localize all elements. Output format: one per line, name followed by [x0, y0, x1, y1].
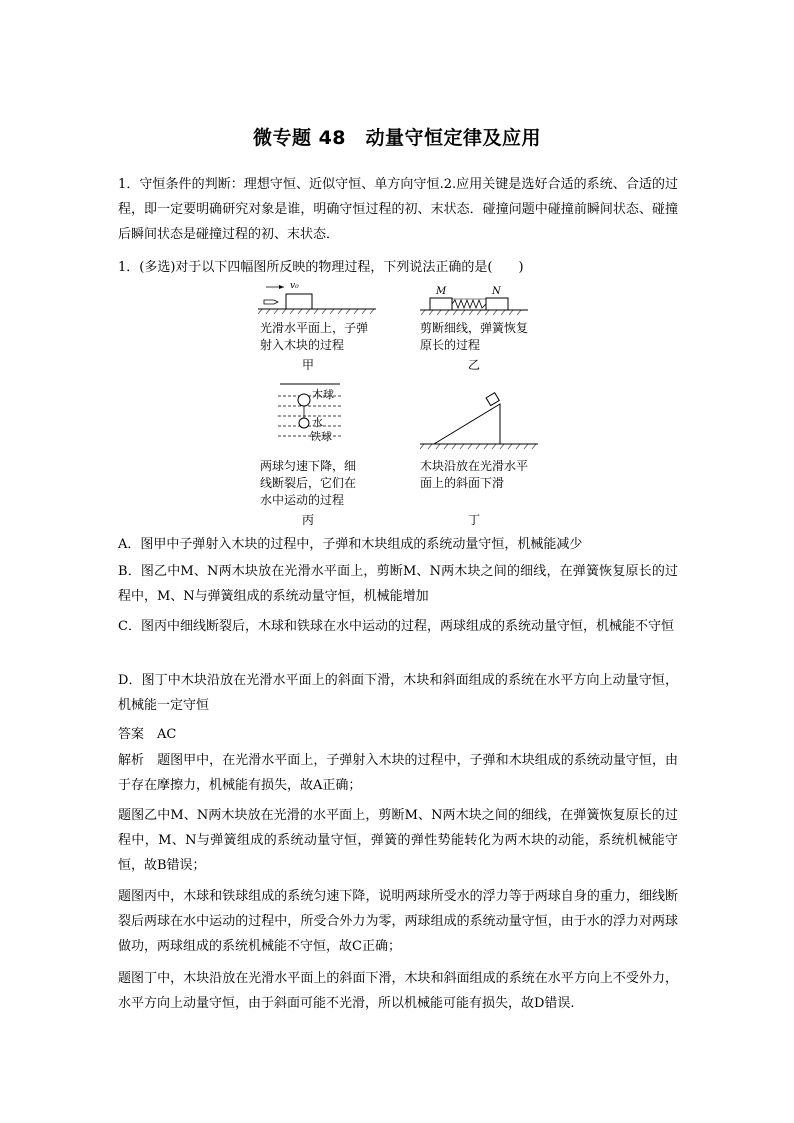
analysis-paragraph-4: 题图丁中，木块沿放在光滑水平面上的斜面下滑，木块和斜面组成的系统在水平方向上不受外力，水平方向上动量守恒，由于斜面可能不光滑，所以机械能可能有损失，故D错误.: [118, 971, 678, 1011]
intro-paragraph: 1．守恒条件的判断：理想守恒、近似守恒、单方向守恒.2.应用关键是选好合适的系统、合适的过程，即一定要明确研究对象是谁，明确守恒过程的初、末状态．碰撞问题中碰撞前瞬间状态、碰撞后瞬间状态是碰撞过程的初、末状态．: [118, 177, 678, 242]
wood-ball-label: 木球: [312, 388, 334, 401]
figure-ding-drawing: [420, 390, 540, 450]
figure-bing-drawing: [270, 378, 350, 442]
label-yi: 乙: [468, 358, 481, 372]
block-m-label: M: [436, 286, 447, 297]
figure-yi: [420, 282, 530, 318]
caption-bing: 两球匀速下降，细 线断裂后，它们在 水中运动的过程: [260, 459, 357, 507]
question-stem: 1．(多选)对于以下四幅图所反映的物理过程，下列说法正确的是( ): [118, 260, 524, 275]
answer-line: [118, 723, 678, 742]
velocity-label: v₀: [290, 281, 299, 291]
page-title: 微专题 48 动量守恒定律及应用: [252, 127, 542, 149]
answer-label: 答案: [118, 727, 145, 742]
label-ding: 丁: [468, 513, 481, 527]
figure-ding: [420, 390, 540, 450]
label-bing: 丙: [302, 513, 315, 527]
figure-jia-drawing: [258, 278, 378, 318]
analysis-label: 解析: [118, 753, 145, 768]
analysis-paragraph-3: 题图丙中，木球和铁球组成的系统匀速下降，说明两球所受水的浮力等于两球自身的重力，细线断裂后两球在水中运动的过程中，所受合外力为零，两球组成的系统动量守恒，由于水的浮力对两球做功，两球组成的系统机械能不守恒，故C正确；: [118, 889, 678, 954]
option-a: A．图甲中子弹射入木块的过程中，子弹和木块组成的系统动量守恒，机械能减少: [118, 537, 583, 552]
option-b: B．图乙中M、N两木块放在光滑水平面上，剪断M、N两木块之间的细线，在弹簧恢复原长的过程中，M、N与弹簧组成的系统动量守恒，机械能增加: [118, 564, 678, 604]
caption-ding: 木块沿放在光滑水平 面上的斜面下滑: [420, 459, 529, 490]
caption-jia: 光滑水平面上，子弹 射入木块的过程: [260, 321, 369, 352]
answer-value: AC: [157, 727, 177, 742]
label-jia: 甲: [302, 358, 315, 372]
caption-yi: 剪断细线，弹簧恢复 原长的过程: [420, 321, 529, 352]
water-label: 水: [312, 416, 323, 429]
analysis-paragraph-2: 题图乙中M、N两木块放在光滑的水平面上，剪断M、N两木块之间的细线，在弹簧恢复原长的过程中，M、N与弹簧组成的系统动量守恒，弹簧的弹性势能转化为两木块的动能，系统机械能守恒，故B错误；: [118, 808, 678, 873]
figure-bing: [270, 378, 350, 442]
iron-ball-label: 铁球: [310, 430, 332, 442]
block-n-label: N: [492, 286, 501, 297]
analysis-paragraph-1: 解析 题图甲中，在光滑水平面上，子弹射入木块的过程中，子弹和木块组成的系统动量守恒，由于存在摩擦力，机械能有损失，故A正确；: [118, 753, 678, 793]
option-d: D．图丁中木块沿放在光滑水平面上的斜面下滑，木块和斜面组成的系统在水平方向上动量守恒，机械能一定守恒: [118, 673, 678, 713]
option-c: C．图丙中细线断裂后，木球和铁球在水中运动的过程，两球组成的系统动量守恒，机械能不守恒: [118, 619, 674, 634]
figure-yi-drawing: [420, 282, 530, 318]
figure-jia: [258, 278, 378, 318]
